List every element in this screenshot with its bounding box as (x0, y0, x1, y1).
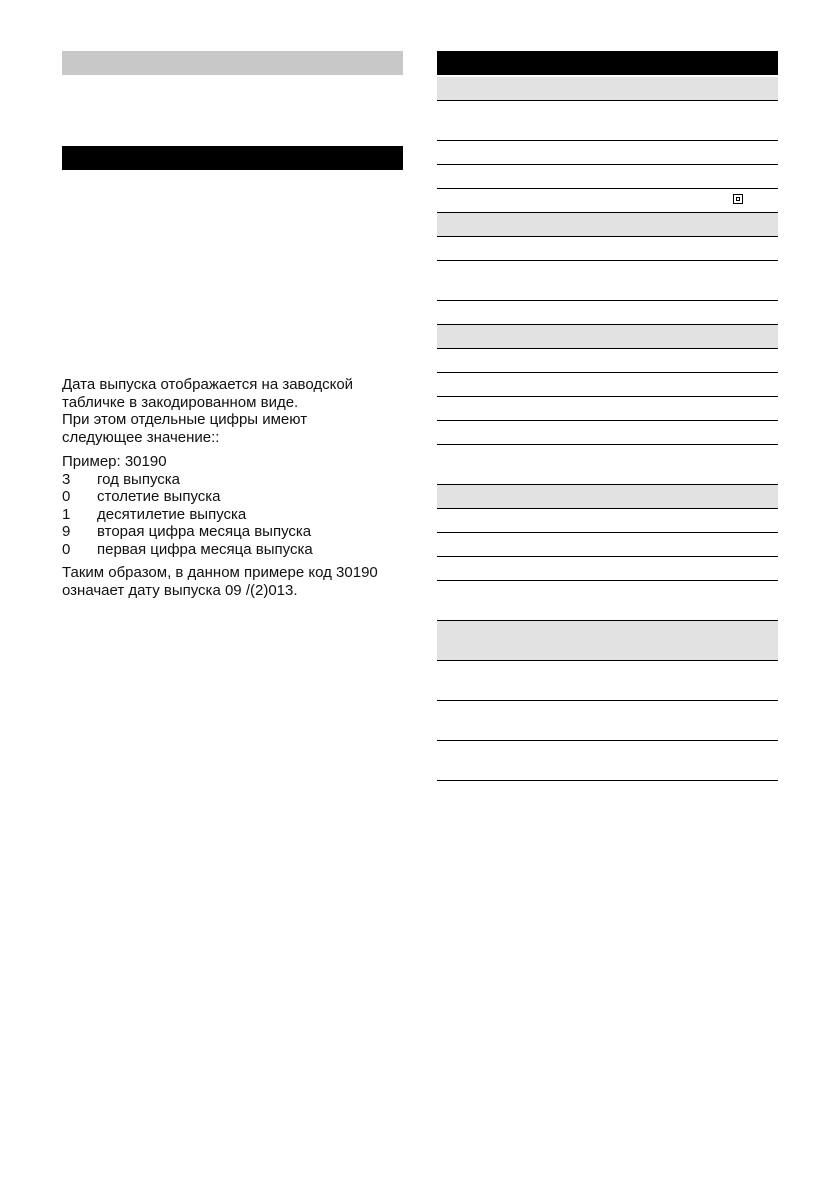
code-meaning: год выпуска (97, 470, 181, 488)
table-row (437, 445, 778, 485)
table-row (437, 701, 778, 741)
table-row (437, 557, 778, 581)
code-digit: 1 (62, 505, 71, 523)
code-row (62, 488, 403, 506)
production-date-conclusion (62, 564, 403, 599)
table-row (437, 165, 778, 189)
table-section-row (437, 485, 778, 509)
section-heading-bar-dark (62, 146, 403, 170)
code-meaning: первая цифра месяца выпуска (97, 540, 313, 558)
code-row (62, 506, 403, 524)
code-row (62, 541, 403, 559)
code-meaning: вторая цифра месяца выпуска (97, 523, 312, 540)
code-digit: 9 (62, 523, 71, 540)
table-row (437, 533, 778, 557)
production-date-intro (62, 376, 403, 446)
table-row (437, 741, 778, 781)
table-row (437, 373, 778, 397)
table-section-row (437, 621, 778, 661)
code-example (62, 453, 403, 558)
text-line: табличке в закодированном виде. (62, 393, 299, 411)
table-row (437, 237, 778, 261)
text-line: Таким образом, в данном примере код 30190 (62, 564, 378, 581)
section-heading-bar (62, 51, 403, 75)
table-row (437, 581, 778, 621)
table-section-row (437, 77, 778, 101)
code-digit: 3 (62, 470, 71, 488)
left-column (62, 51, 403, 599)
table-row (437, 301, 778, 325)
technical-data-table (437, 51, 778, 781)
table-row (437, 141, 778, 165)
table-row (437, 661, 778, 701)
code-meaning: десятилетие выпуска (97, 505, 247, 523)
text-line: следующее значение:: (62, 428, 220, 446)
table-section-row (437, 213, 778, 237)
table-section-row (437, 325, 778, 349)
text-line: Дата выпуска отображается на заводской (62, 376, 354, 393)
code-row (62, 471, 403, 489)
code-digit: 0 (62, 488, 71, 505)
table-row (437, 349, 778, 373)
table-row (437, 397, 778, 421)
code-digit: 0 (62, 540, 71, 558)
table-row (437, 189, 778, 213)
table-row (437, 509, 778, 533)
table-header-bar (437, 51, 778, 77)
code-meaning: столетие выпуска (97, 488, 221, 505)
example-label: Пример: 30190 (62, 453, 167, 470)
table-row (437, 421, 778, 445)
text-line: При этом отдельные цифры имеют (62, 411, 308, 428)
code-row (62, 523, 403, 541)
table-row (437, 261, 778, 301)
protection-class-ii-icon (733, 194, 743, 204)
table-row (437, 101, 778, 141)
text-line: означает дату выпуска 09 /(2)013. (62, 581, 298, 599)
